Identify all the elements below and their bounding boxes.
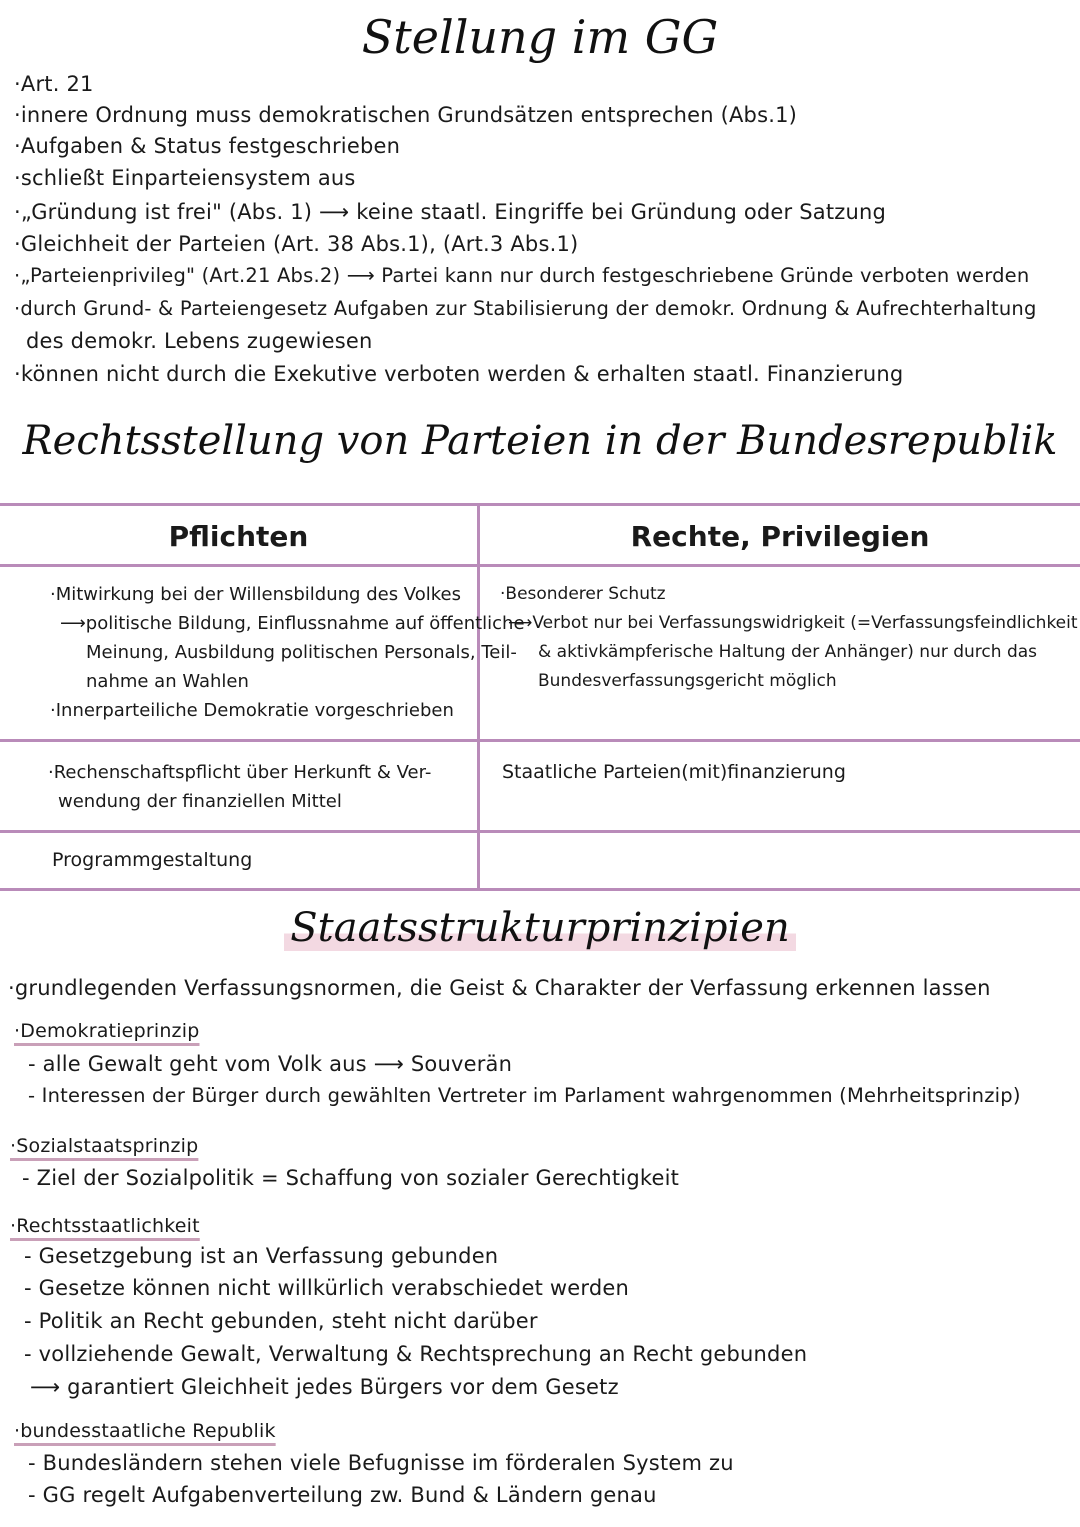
note-line: ·innere Ordnung muss demokratischen Grundsätzen entsprechen (Abs.1) — [14, 103, 798, 127]
table-cell-rechte — [502, 758, 846, 787]
note-line: ·durch Grund- & Parteiengesetz Aufgaben zur Stabilisierung der demokr. Ordnung & Aufrechterhaltung — [14, 297, 1037, 320]
cell-line: ·Rechenschaftspflicht über Herkunft & Ver- — [48, 762, 432, 783]
principle-heading — [10, 1130, 198, 1162]
principle-item: - Gesetze können nicht willkürlich verabschiedet werden — [24, 1276, 629, 1300]
note-line: ·„Parteienprivileg" (Art.21 Abs.2) ⟶ Partei kann nur durch festgeschriebene Gründe verboten werden — [14, 264, 1030, 287]
principle-item: - Politik an Recht gebunden, steht nicht darüber — [24, 1309, 538, 1333]
note-line: ·Aufgaben & Status festgeschrieben — [14, 134, 401, 158]
table-border-top — [0, 503, 1080, 506]
table-header-rechte: Rechte, Privilegien — [630, 520, 930, 553]
heading-text: ·Rechtsstaatlichkeit — [10, 1215, 200, 1237]
cell-line: ⟶politische Bildung, Einflussnahme auf öffentliche — [60, 613, 525, 634]
cell-line: ·Innerparteiliche Demokratie vorgeschrieben — [50, 700, 454, 721]
principle-item: - GG regelt Aufgabenverteilung zw. Bund & Ländern genau — [28, 1483, 657, 1507]
section-title-rechtsstellung: Rechtsstellung von Parteien in der Bundesrepublik — [22, 418, 1058, 464]
section-title-staatsstruktur — [0, 905, 1080, 951]
table-header-divider — [0, 564, 1080, 567]
table-border-bottom — [0, 888, 1080, 891]
cell-line: nahme an Wahlen — [86, 671, 249, 692]
principle-heading — [14, 1415, 276, 1447]
table-cell-pflichten — [52, 846, 252, 875]
table-cell-rechte — [500, 580, 1078, 696]
principle-item: - Bundesländern stehen viele Befugnisse im förderalen System zu — [28, 1451, 734, 1475]
table-cell-pflichten — [48, 758, 431, 816]
principle-item: - alle Gewalt geht vom Volk aus ⟶ Souverän — [28, 1052, 513, 1076]
note-line: ·schließt Einparteiensystem aus — [14, 166, 356, 190]
cell-line: Bundesverfassungsgericht möglich — [538, 671, 837, 691]
principle-heading — [10, 1210, 200, 1242]
note-line: des demokr. Lebens zugewiesen — [26, 329, 373, 353]
principle-item: - Ziel der Sozialpolitik = Schaffung von sozialer Gerechtigkeit — [22, 1166, 680, 1190]
principle-item: ⟶ garantiert Gleichheit jedes Bürgers vor dem Gesetz — [30, 1375, 619, 1399]
table-row-divider — [0, 830, 1080, 833]
heading-text: ·Sozialstaatsprinzip — [10, 1135, 199, 1157]
intro-line: ·grundlegenden Verfassungsnormen, die Geist & Charakter der Verfassung erkennen lassen — [8, 976, 991, 1000]
cell-line: ·Besonderer Schutz — [500, 584, 666, 604]
principle-item: - vollziehende Gewalt, Verwaltung & Rechtsprechung an Recht gebunden — [24, 1342, 808, 1366]
cell-line: ·Mitwirkung bei der Willensbildung des Volkes — [50, 584, 461, 605]
cell-line: wendung der finanziellen Mittel — [58, 791, 342, 812]
table-cell-pflichten — [50, 580, 525, 725]
principle-heading — [14, 1015, 199, 1047]
note-line: ·„Gründung ist frei" (Abs. 1) ⟶ keine staatl. Eingriffe bei Gründung oder Satzung — [14, 200, 887, 224]
title-highlight: Staatsstrukturprinzipien — [284, 905, 795, 951]
cell-line: ⟶Verbot nur bei Verfassungswidrigkeit (=Verfassungsfeindlichkeit — [508, 613, 1078, 633]
note-line: ·Gleichheit der Parteien (Art. 38 Abs.1), (Art.3 Abs.1) — [14, 232, 579, 256]
table-header-pflichten: Pflichten — [168, 520, 309, 553]
heading-text: ·Demokratieprinzip — [14, 1020, 200, 1042]
cell-line: Programmgestaltung — [52, 849, 253, 871]
section-title-stellung: Stellung im GG — [361, 10, 719, 64]
heading-text: ·bundesstaatliche Republik — [14, 1420, 276, 1442]
table-row-divider — [0, 739, 1080, 742]
cell-line: Meinung, Ausbildung politischen Personals, Teil- — [86, 642, 517, 663]
principle-item: - Interessen der Bürger durch gewählten Vertreter im Parlament wahrgenommen (Mehrheitsprinzip) — [28, 1084, 1021, 1107]
cell-line: Staatliche Parteien(mit)finanzierung — [502, 761, 846, 783]
note-line: ·können nicht durch die Exekutive verboten werden & erhalten staatl. Finanzierung — [14, 362, 904, 386]
note-line: ·Art. 21 — [14, 72, 94, 96]
principle-item: - Gesetzgebung ist an Verfassung gebunden — [24, 1244, 499, 1268]
cell-line: & aktivkämpferische Haltung der Anhänger) nur durch das — [538, 642, 1038, 662]
